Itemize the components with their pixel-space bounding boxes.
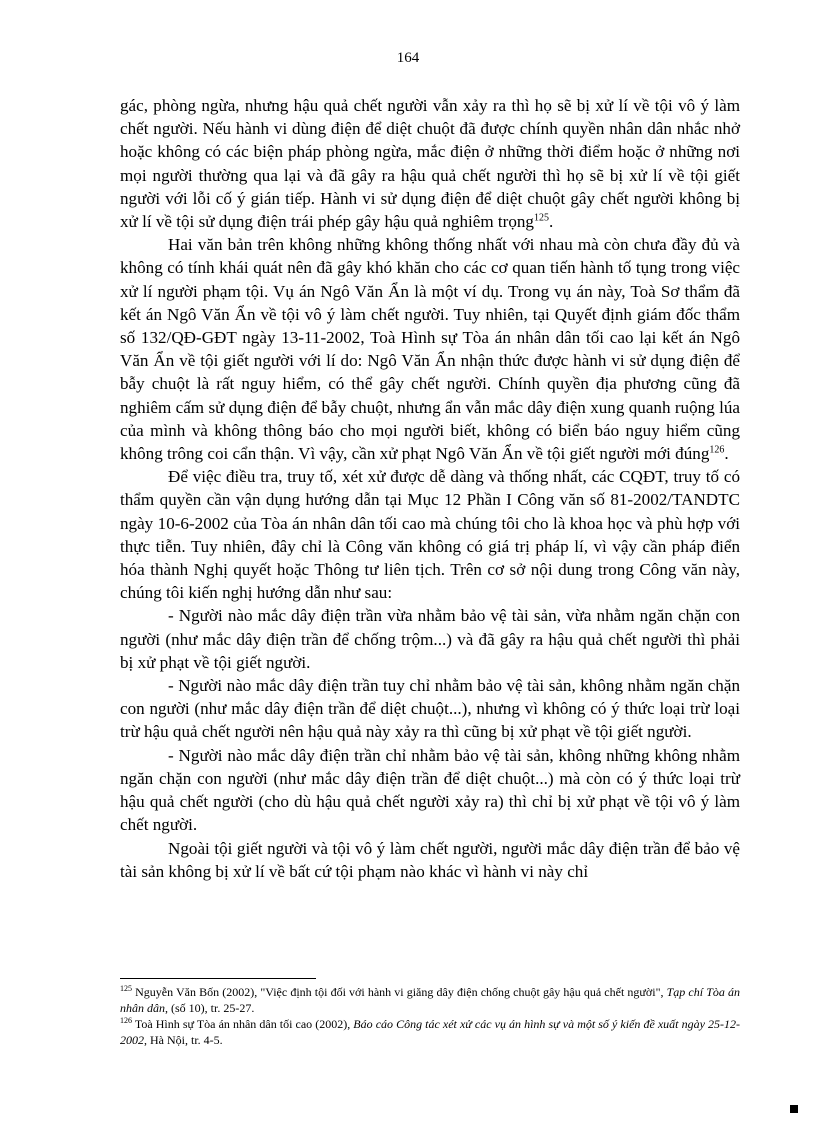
footnote-separator	[120, 978, 316, 979]
footnote-ref: 126	[709, 444, 725, 456]
paragraph	[120, 233, 740, 465]
paragraph-text: Hai văn bản trên không những không thống nhất với nhau mà còn chưa đầy đủ và không có tính khái quát nên đã gây khó khăn cho các cơ quan tiến hành tố tụng trong việc xử lí người phạm tội. Vụ án Ngô Văn Ẩn là một ví dụ. Trong vụ án này, Toà Sơ thẩm đã kết án Ngô Văn Ẩn về tội vô ý làm chết người. Tuy nhiên, tại Quyết định giám đốc thẩm số 132/QĐ-GĐT ngày 13-11-2002, Toà Hình sự Tòa án nhân dân tối cao lại kết án Ngô Văn Ẩn về tội giết người với lí do: Ngô Văn Ẩn nhận thức được hành vi sử dụng điện để bẫy chuột là rất nguy hiểm, có thể gây chết người. Chính quyền địa phương cũng đã nghiêm cấm sử dụng điện để bẫy chuột, nhưng ẩn vẫn mắc dây điện xung quanh ruộng lúa của mình và không thông báo cho mọi người biết, không có biển báo nguy hiểm cũng không trông coi cẩn thận. Vì vậy, cần xử phạt Ngô Văn Ẩn về tội giết người mới đúng	[120, 235, 740, 464]
footnote-number: 126	[120, 1016, 132, 1025]
body-text	[120, 94, 740, 883]
paragraph	[120, 837, 740, 883]
footnote-text-tail: , Hà Nội, tr. 4-5.	[144, 1033, 223, 1047]
corner-mark	[790, 1105, 798, 1113]
list-item	[120, 604, 740, 674]
footnote	[120, 984, 740, 1016]
footnote-text-tail: , (số 10), tr. 25-27.	[165, 1001, 255, 1015]
paragraph-continuation	[120, 94, 740, 233]
list-item-text: - Người nào mắc dây điện trần tuy chỉ nhằm bảo vệ tài sản, không nhằm ngăn chặn con người (như mắc dây điện trần để diệt chuột...), nhưng vì không có ý thức loại trừ loại trừ hậu quả chết người nên hậu quả này xảy ra thì cũng bị xử phạt về tội giết người.	[120, 676, 740, 742]
paragraph-text: Để việc điều tra, truy tố, xét xử được dễ dàng và thống nhất, các CQĐT, truy tố có thẩm quyền cần vận dụng hướng dẫn tại Mục 12 Phần I Công văn số 81-2002/TANDTC ngày 10-6-2002 của Tòa án nhân dân tối cao mà chúng tôi cho là khoa học và phù hợp với thực tiễn. Tuy nhiên, đây chỉ là Công văn không có giá trị pháp lí, vì vậy cần pháp điển hóa thành Nghị quyết hoặc Thông tư liên tịch. Trên cơ sở nội dung trong Công văn này, chúng tôi kiến nghị hướng dẫn như sau:	[120, 467, 740, 603]
footnotes	[120, 984, 740, 1048]
footnote-number: 125	[120, 984, 132, 993]
list-item-text: - Người nào mắc dây điện trần chỉ nhằm bảo vệ tài sản, không những không nhằm ngăn chặn con người (như mắc dây điện trần để diệt chuột...) mà còn có ý thức loại trừ hậu quả chết người (cho dù hậu quả chết người xảy ra) thì chỉ bị xử phạt về tội vô ý làm chết người.	[120, 745, 740, 835]
paragraph-end: .	[724, 444, 729, 464]
paragraph-end: .	[548, 212, 554, 232]
footnote-source-title: Tạp chí Tòa án nhân dân	[120, 985, 740, 1015]
list-item-text: - Người nào mắc dây điện trần vừa nhằm bảo vệ tài sản, vừa nhằm ngăn chặn con người (như mắc dây điện trần để chống trộm...) và đã gây ra hậu quả chết người thì phải bị xử phạt về tội giết người.	[120, 606, 740, 672]
page-number: 164	[396, 50, 420, 66]
paragraph-text: gác, phòng ngừa, nhưng hậu quả chết người vẫn xảy ra thì họ sẽ bị xử lí về tội vô ý làm chết người. Nếu hành vi dùng điện để diệt chuột đã được chính quyền nhân dân nhắc nhở hoặc không có các biện pháp phòng ngừa, mắc điện ở những thời điểm hoặc ở những nơi mọi người thường qua lại và đã gây ra hậu quả chết người thì họ sẽ bị xử lí về tội giết người với lỗi cố ý gián tiếp. Hành vi sử dụng điện để diệt chuột gây chết người không bị xử lí về tội sử dụng điện trái phép gây hậu quả nghiêm trọng	[120, 96, 740, 232]
footnote-text: Nguyễn Văn Bốn (2002), "Việc định tội đối với hành vi giăng dây điện chống chuột gây hậu quả chết người",	[132, 985, 667, 999]
footnote-source-title: Báo cáo Công tác xét xử các vụ án hình sự và một số ý kiến đề xuất ngày 25-12-2002	[120, 1017, 740, 1047]
list-item	[120, 744, 740, 837]
list-item	[120, 674, 740, 744]
paragraph-text: Ngoài tội giết người và tội vô ý làm chết người, người mắc dây điện trần để bảo vệ tài sản không bị xử lí về bất cứ tội phạm nào khác vì hành vi này chỉ	[120, 838, 740, 881]
footnote	[120, 1016, 740, 1048]
footnote-ref: 125	[533, 212, 549, 224]
paragraph	[120, 465, 740, 604]
footnote-text: Toà Hình sự Tòa án nhân dân tối cao (2002),	[132, 1017, 354, 1031]
